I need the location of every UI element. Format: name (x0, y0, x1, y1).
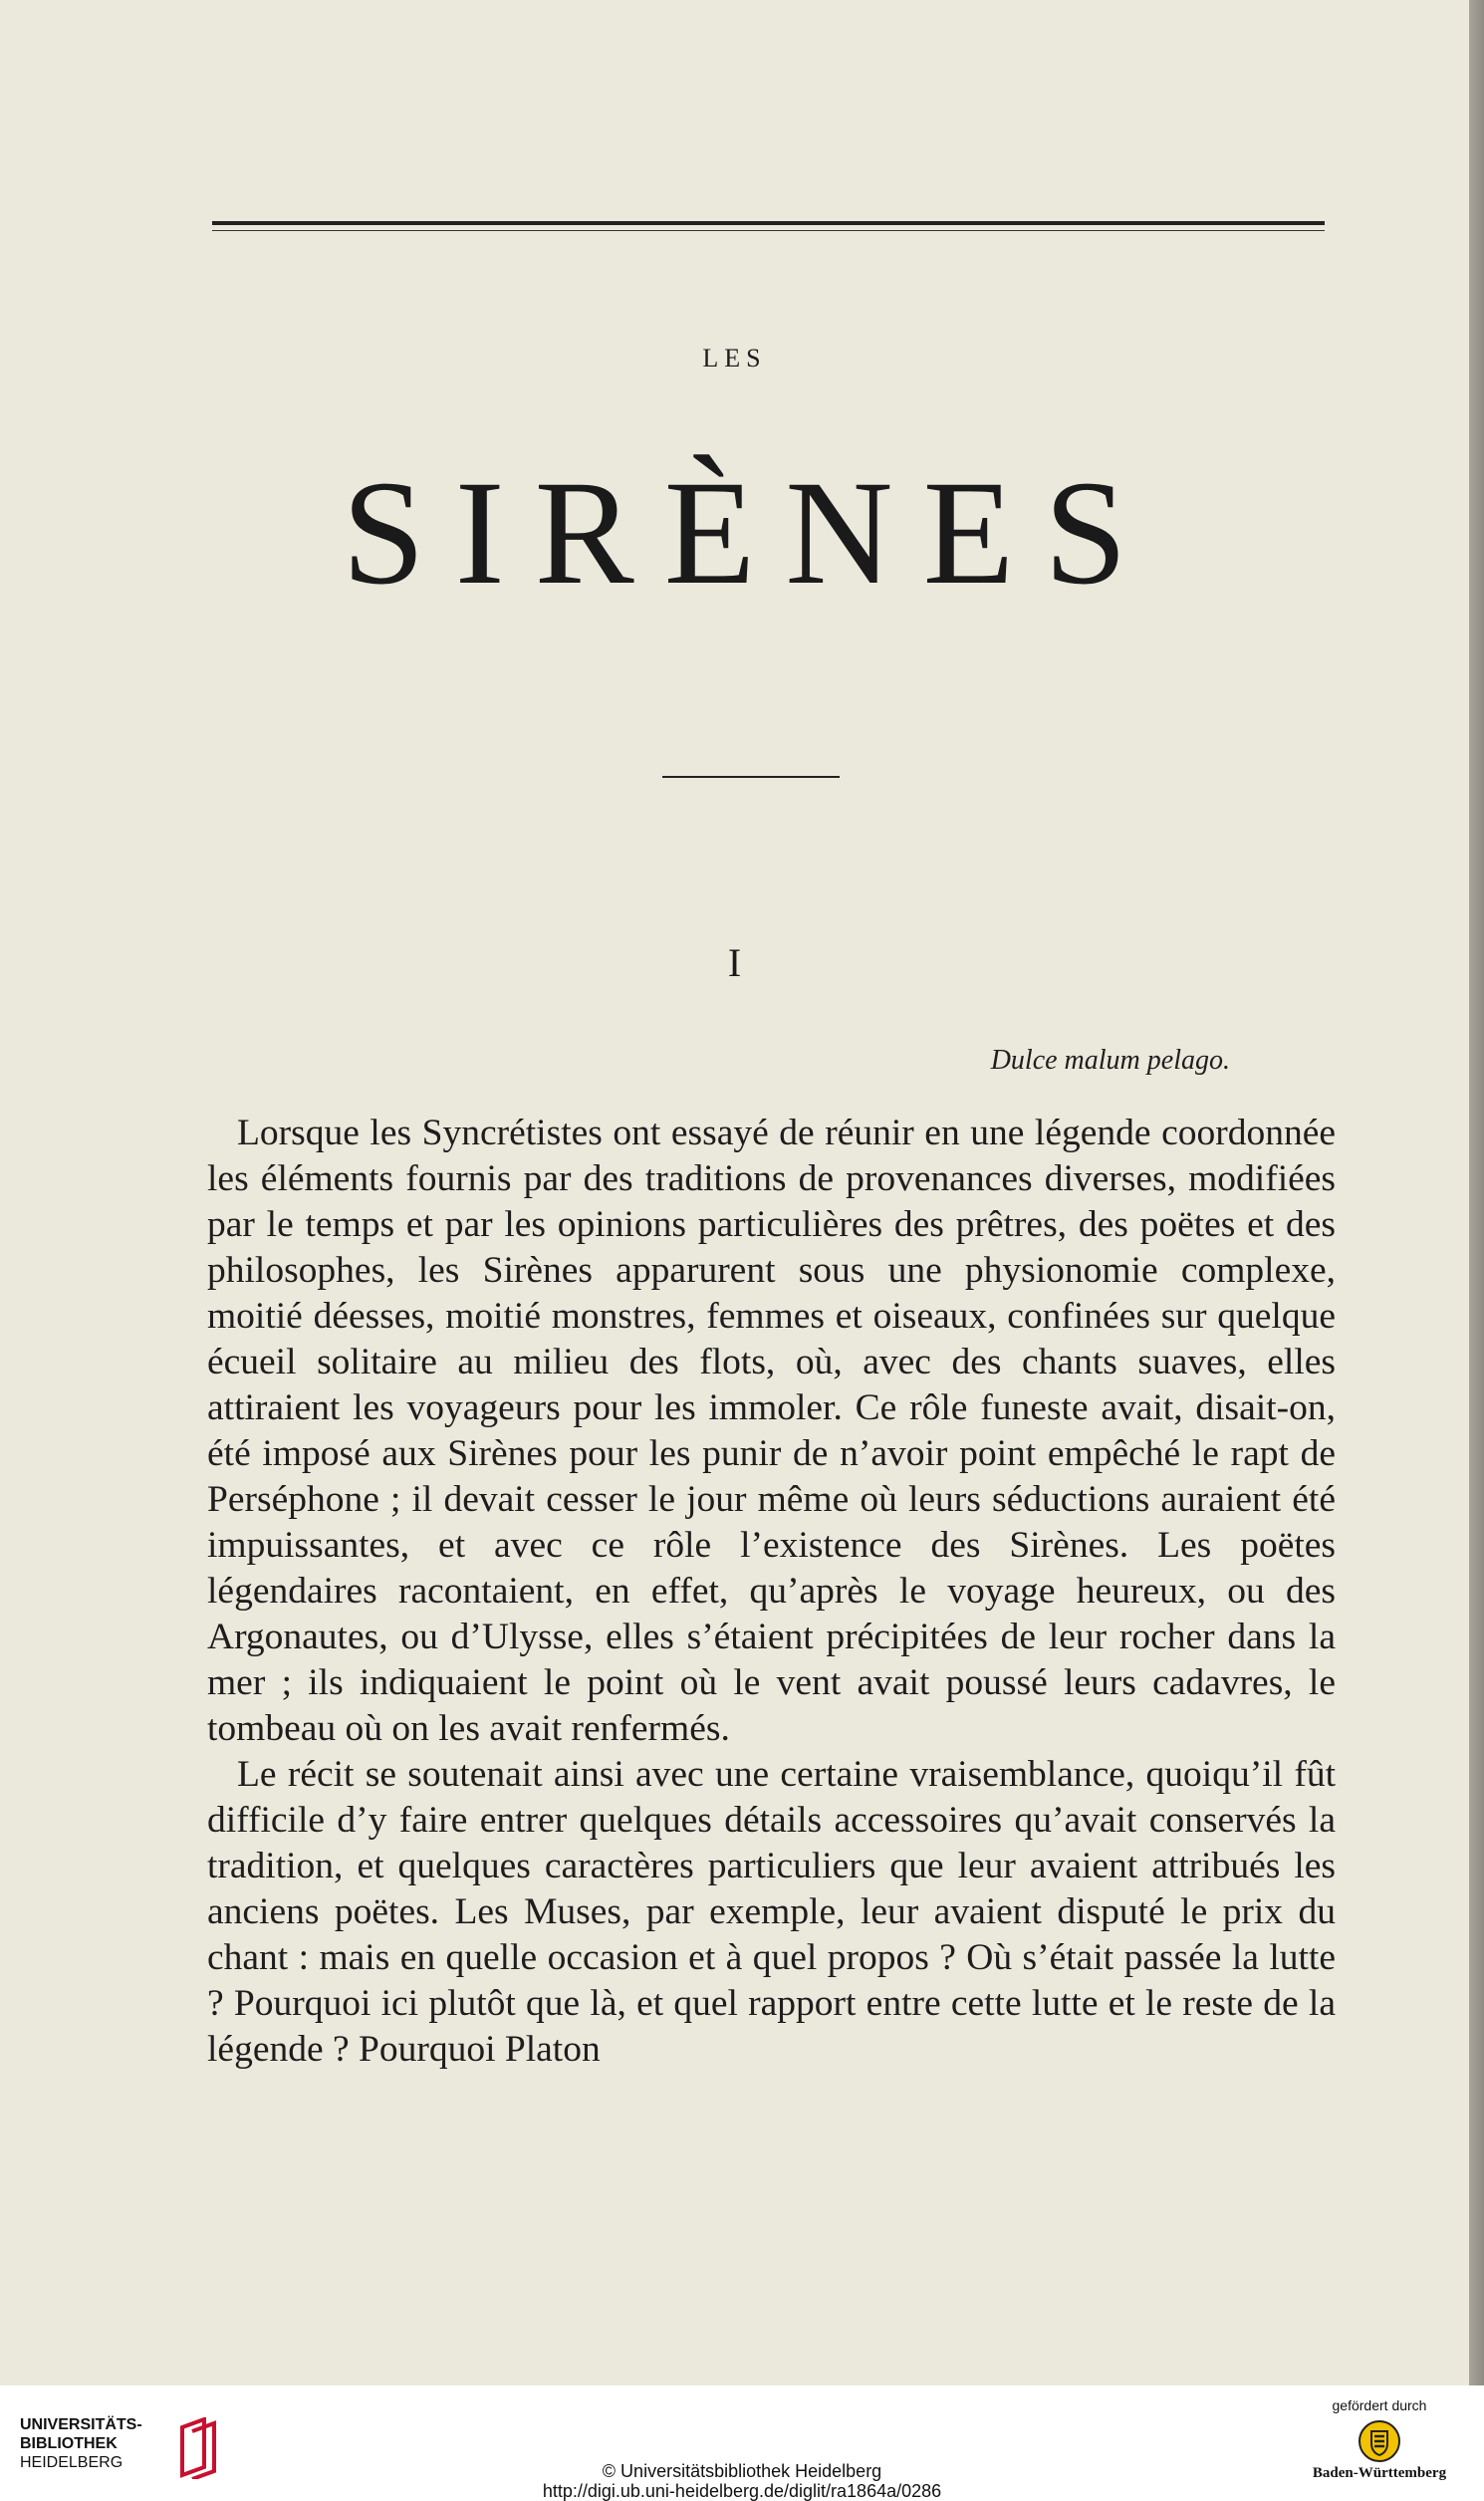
sponsor-block (1285, 2397, 1474, 2482)
source-url[interactable]: http://digi.ub.uni-heidelberg.de/diglit/ra1864a/0286 (542, 2481, 942, 2501)
copyright-block (0, 2461, 1484, 2501)
title-divider (662, 776, 840, 778)
library-name: UNIVERSITÄTS- BIBLIOTHEK HEIDELBERG (20, 2416, 142, 2471)
body-text (207, 1111, 1336, 2073)
header-rule-thick (212, 221, 1325, 225)
pretitle: LES (702, 344, 767, 373)
paragraph: Lorsque les Syncrétistes ont essayé de réunir en une légende coordonnée les éléments fournis par des traditions de provenances diverses, modifiées par le temps et par les opinions particulières des prêtres, des poëtes et des philosophes, les Sirènes apparurent sous une physionomie complexe, moitié déesses, moitié monstres, femmes et oiseaux, confinées sur quelque écueil solitaire au milieu des flots, où, avec des chants suaves, elles attiraient les voyageurs pour les immoler. Ce rôle funeste avait, disait-on, été imposé aux Sirènes pour les punir de n’avoir point empêché le rapt de Perséphone ; il devait cesser le jour même où leurs séductions auraient été impuissantes, et avec ce rôle l’existence des Sirènes. Les poëtes légendaires racontaient, en effet, qu’après le voyage heureux, ou des Argonautes, ou d’Ulysse, elles s’étaient précipitées de leur rocher dans la mer ; ils indiquaient le point où le vent avait poussé leurs cadavres, le tombeau où on les avait renfermés. (207, 1113, 1336, 1749)
section-number: I (727, 940, 742, 985)
epigraph: Dulce malum pelago. (990, 1045, 1230, 1076)
sponsor-name: Baden-Württemberg (1312, 2465, 1447, 2481)
chapter-title: SIRÈNES (342, 450, 1157, 616)
state-seal-icon (1358, 2419, 1401, 2463)
copyright-text: © Universitätsbibliothek Heidelberg (602, 2461, 882, 2481)
footer-bar (0, 2385, 1484, 2501)
paragraph: Le récit se soutenait ainsi avec une certaine vraisemblance, quoiqu’il fût difficile d’y faire entrer quelques détails accessoires qu’avait conservés la tradition, et quelques caractères particuliers que leur avaient attribués les anciens poëtes. Les Muses, par exemple, leur avaient disputé le prix du chant : mais en quelle occasion et à quel propos ? Où s’était passée la lutte ? Pourquoi ici plutôt que là, et quel rapport entre cette lutte et le reste de la légende ? Pourquoi Platon (207, 1754, 1336, 2070)
header-rule-thin (212, 230, 1325, 231)
sponsor-label: gefördert durch (1332, 2397, 1427, 2413)
page-edge (1469, 0, 1484, 2385)
